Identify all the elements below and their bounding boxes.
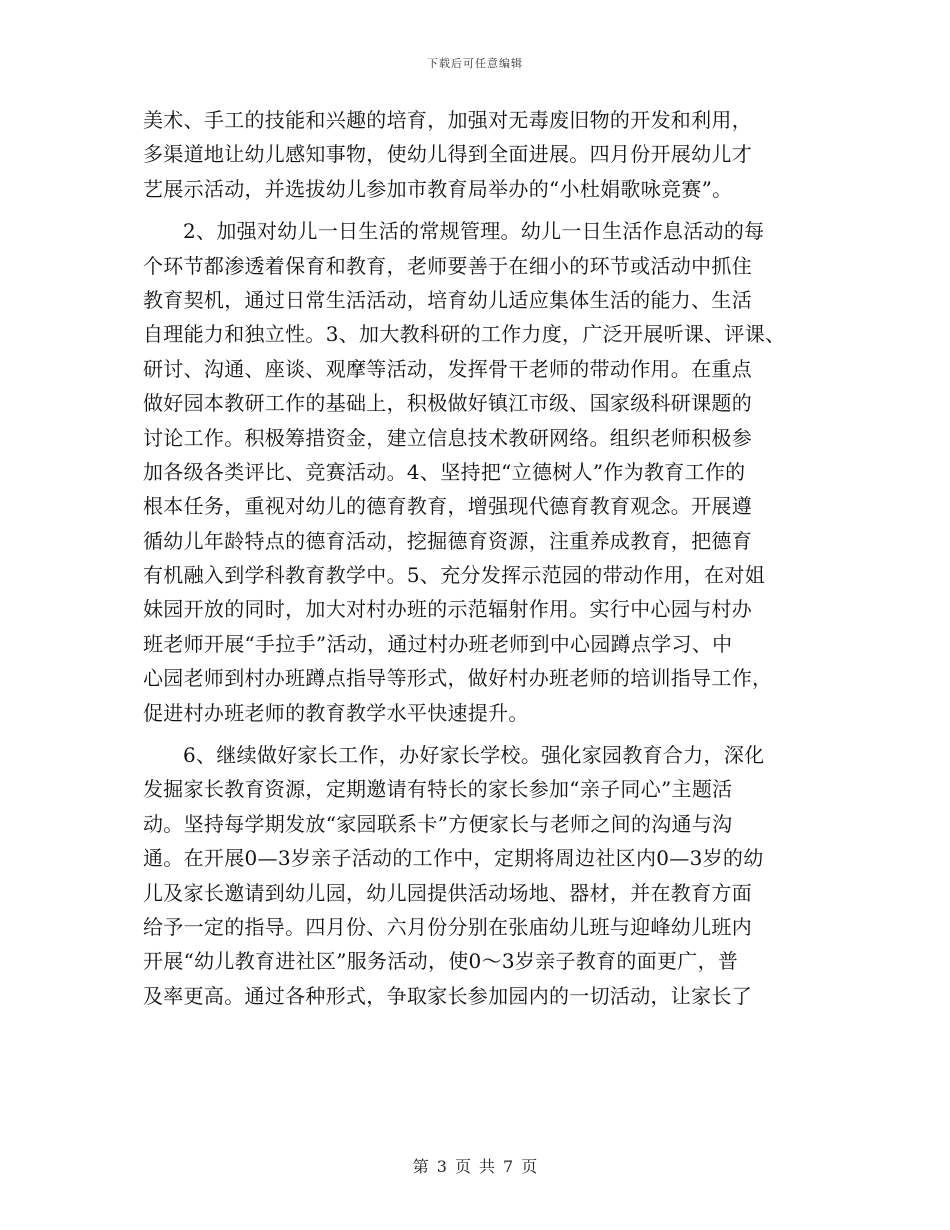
text-line: 给予一定的指导。四月份、六月份分别在张庙幼儿班与迎峰幼儿班内 (143, 914, 752, 939)
paragraph (143, 738, 823, 1013)
page-label-of: 共 (479, 1157, 496, 1176)
text-line: 心园老师到村办班蹲点指导等形式，做好村办班老师的培训指导工作， (143, 666, 773, 691)
text-line: 多渠道地让幼儿感知事物，使幼儿得到全面进展。四月份开展幼儿才 (143, 142, 752, 167)
page-header: 下载后可任意编辑 (427, 57, 523, 70)
text-line: 研讨、沟通、座谈、观摩等活动，发挥骨干老师的带动作用。在重点 (143, 356, 752, 381)
text-line: 促进村办班老师的教育教学水平快速提升。 (143, 700, 529, 725)
page-label-middle: 页 (454, 1157, 471, 1176)
text-line: 艺展示活动，并选拔幼儿参加市教育局举办的“小杜娟歌咏竞赛”。 (143, 176, 733, 201)
text-line: 2、加强对幼儿一日生活的常规管理。幼儿一日生活作息活动的每 (183, 219, 765, 244)
text-line: 班老师开展“手拉手”活动，通过村办班老师到中心园蹲点学习、中 (143, 631, 733, 656)
text-line: 有机融入到学科教育教学中。5、充分发挥示范园的带动作用，在对姐 (143, 563, 766, 588)
text-line: 自理能力和独立性。3、加大教科研的工作力度，广泛开展听课、评课、 (143, 322, 786, 347)
text-line: 通。在开展0—3岁亲子活动的工作中，定期将周边社区内0—3岁的幼 (143, 846, 764, 871)
text-line: 教育契机，通过日常生活活动，培育幼儿适应集体生活的能力、生活 (143, 287, 752, 312)
text-line: 妹园开放的同时，加大对村办班的示范辐射作用。实行中心园与村办 (143, 597, 752, 622)
total-page-count: 7 (503, 1157, 514, 1176)
page-label-prefix: 第 (412, 1157, 429, 1176)
text-line: 儿及家长邀请到幼儿园，幼儿园提供活动场地、器材，并在教育方面 (143, 880, 752, 905)
page-footer (0, 1154, 950, 1177)
page-label-suffix: 页 (521, 1157, 538, 1176)
text-line: 讨论工作。积极筹措资金，建立信息技术教研网络。组织老师积极参 (143, 425, 752, 450)
paragraph (143, 103, 823, 206)
text-line: 开展“幼儿教育进社区”服务活动，使0～3岁亲子教育的面更广，普 (143, 949, 739, 974)
text-line: 循幼儿年龄特点的德育活动，挖掘德育资源，注重养成教育，把德育 (143, 528, 752, 553)
document-body (143, 103, 823, 1013)
text-line: 加各级各类评比、竞赛活动。4、坚持把“立德树人”作为教育工作的 (143, 459, 746, 484)
text-line: 美术、手工的技能和兴趣的培育，加强对无毒废旧物的开发和利用， (143, 108, 752, 132)
text-line: 做好园本教研工作的基础上，积极做好镇江市级、国家级科研课题的 (143, 391, 752, 416)
text-line: 发掘家长教育资源，定期邀请有特长的家长参加“亲子同心”主题活 (143, 777, 733, 802)
text-line: 6、继续做好家长工作，办好家长学校。强化家园教育合力，深化 (183, 743, 765, 768)
current-page-number: 3 (436, 1157, 447, 1176)
text-line: 个环节都渗透着保育和教育，老师要善于在细小的环节或活动中抓住 (143, 253, 752, 278)
text-line: 动。坚持每学期发放“家园联系卡”方便家长与老师之间的沟通与沟 (143, 811, 733, 836)
paragraph (143, 214, 823, 730)
text-line: 根本任务，重视对幼儿的德育教育，增强现代德育教育观念。开展遵 (143, 494, 752, 519)
text-line: 及率更高。通过各种形式，争取家长参加园内的一切活动，让家长了 (143, 983, 752, 1008)
